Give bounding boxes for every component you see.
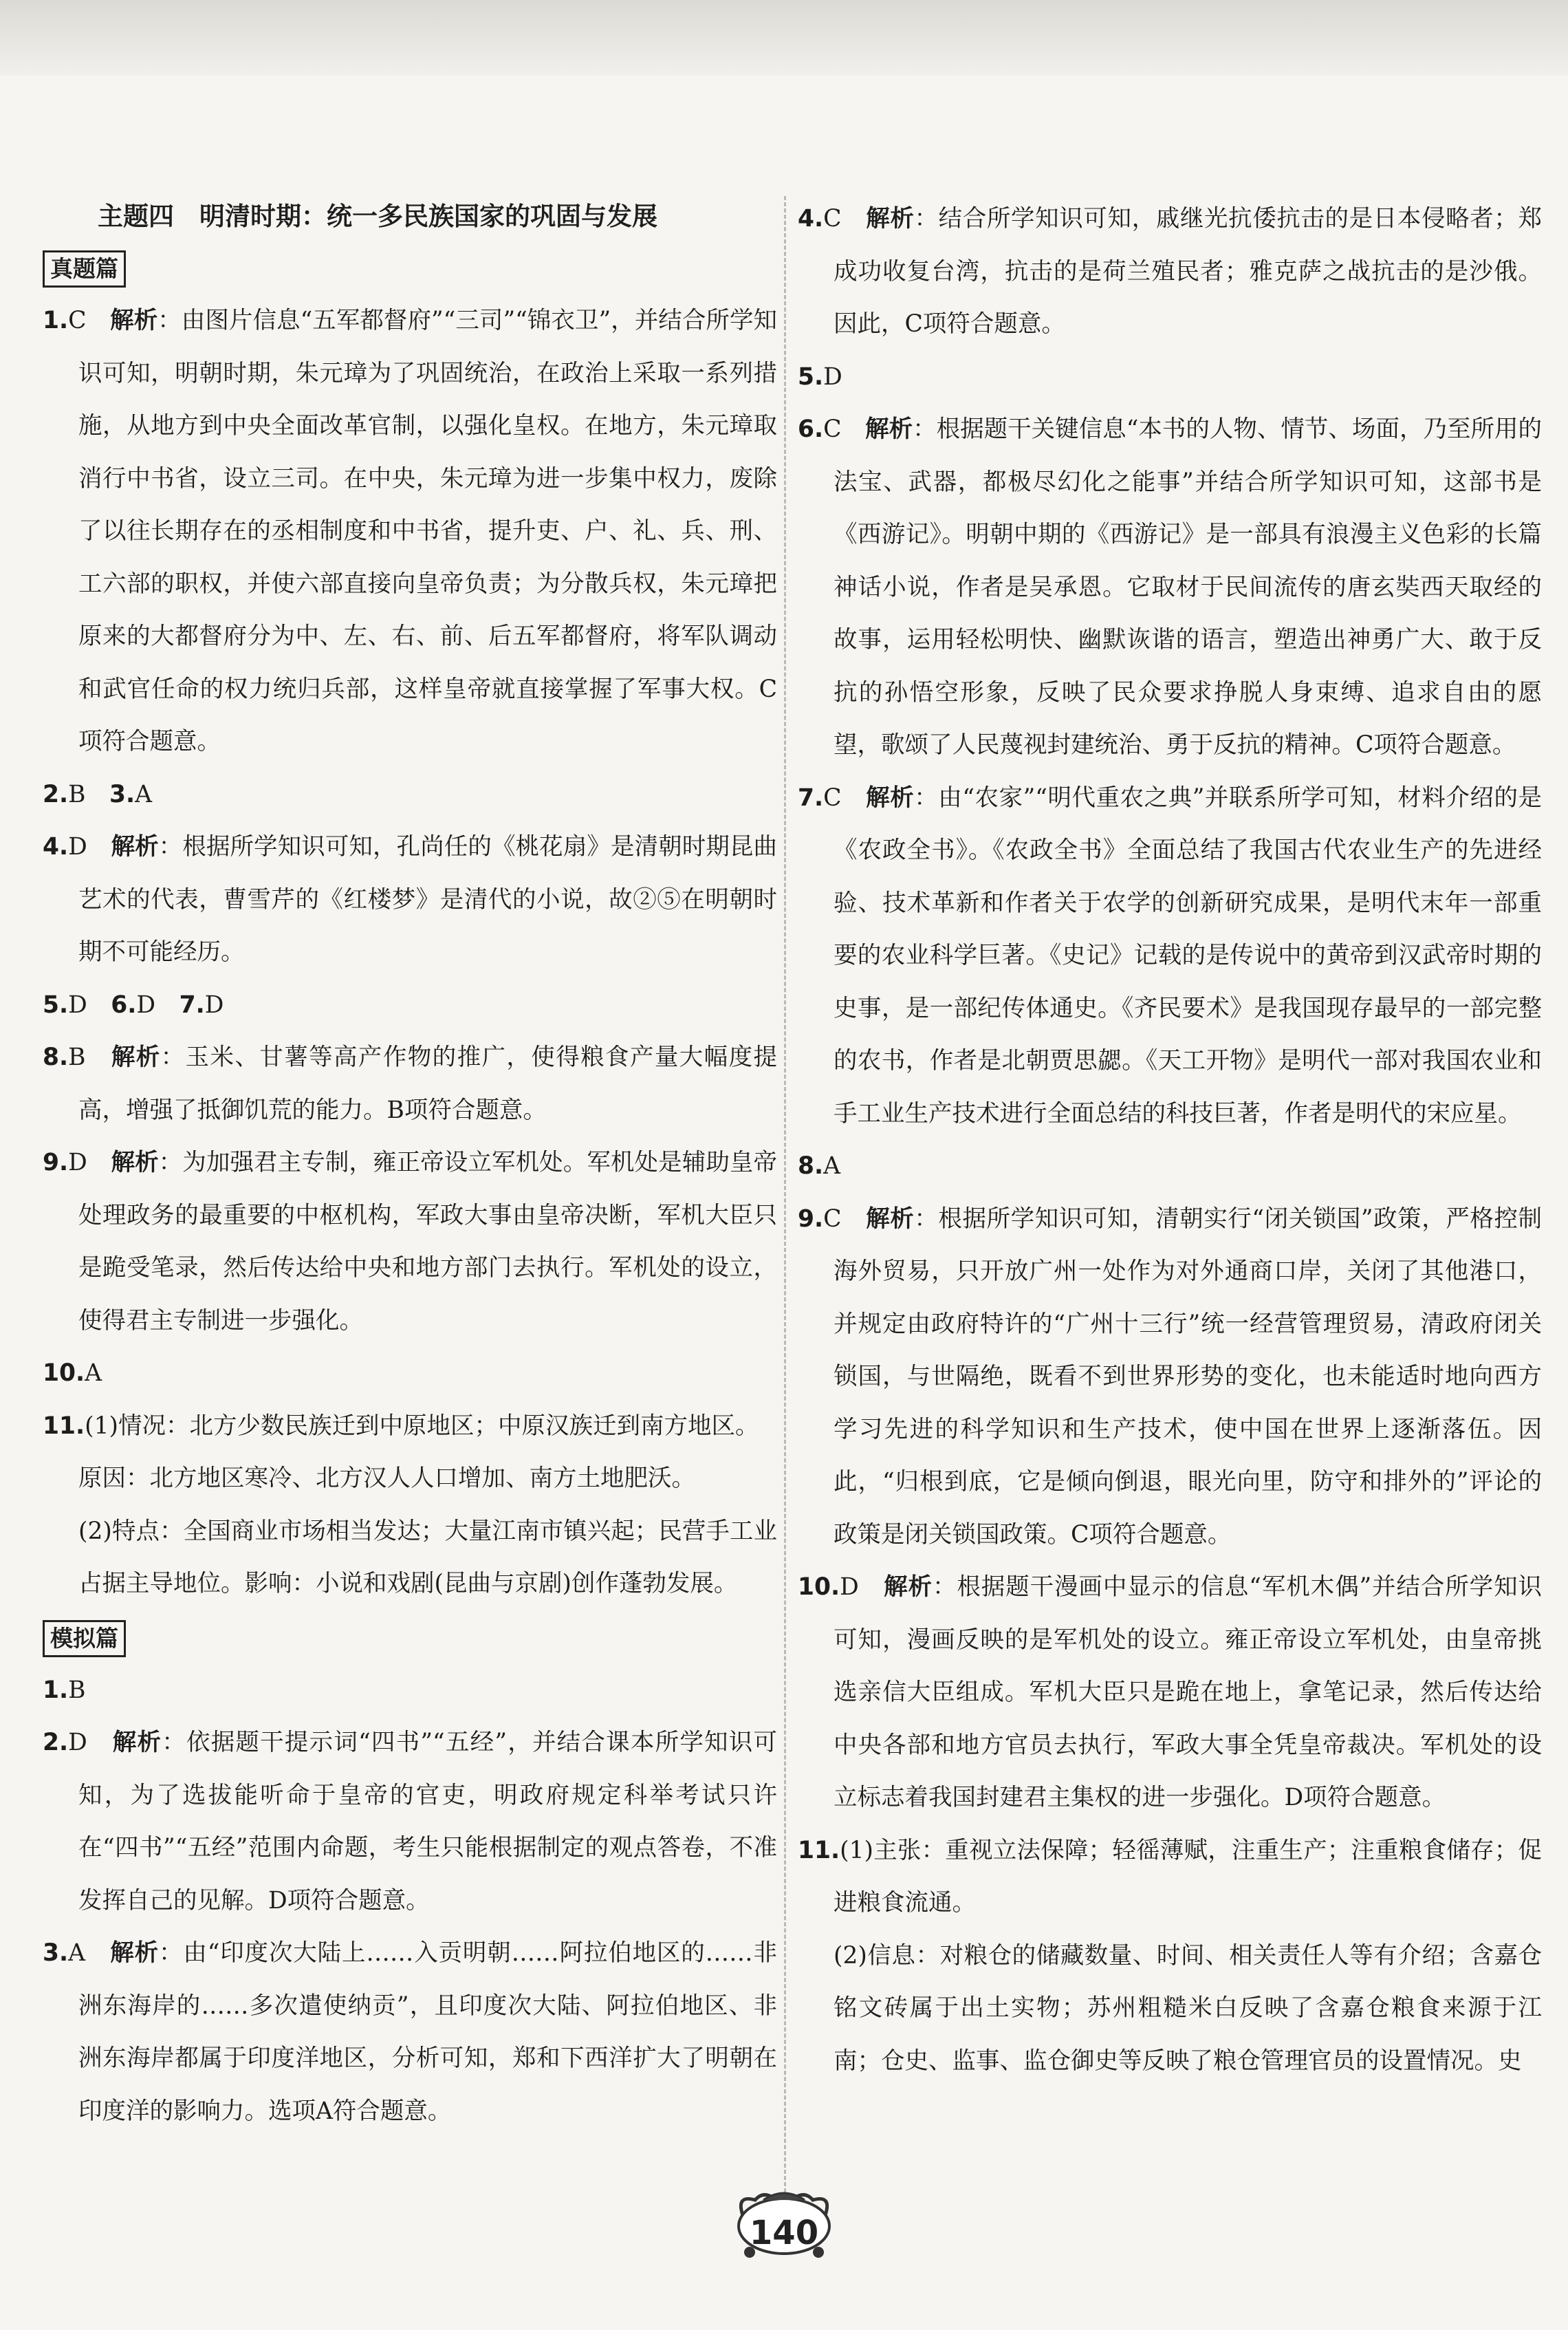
answer-item: 9.C 解析：根据所学知识可知，清朝实行“闭关锁国”政策，严格控制海外贸易，只开放广州一处作为对外通商口岸，关闭了其他港口，并规定由政府特许的“广州十三行”统一经营管理贸易，清政府闭关锁国，与世隔绝，既看不到世界形势的变化，也未能适时地向西方学习先进的科学知识和生产技术，使中国在世界上逐渐落伍。因此，“归根到底，它是倾向倒退，眼光向里，防守和排外的”评论的政策是闭关锁国政策。C项符合题意。 — [798, 1205, 1543, 1549]
right-column — [798, 193, 1542, 2087]
scan-shadow-band — [0, 0, 1568, 76]
left-column — [43, 193, 777, 2137]
answer-item: 3.A 解析：由“印度次大陆上……入贡明朝……阿拉伯地区的……非洲东海岸的……多次遣使纳贡”，且印度次大陆、阿拉伯地区、非洲东海岸都属于印度洋地区，分析可知，郑和下西洋扩大了明朝在印度洋的影响力。选项A符合题意。 — [43, 1939, 777, 2125]
answer-item: 8.B 解析：玉米、甘薯等高产作物的推广，使得粮食产量大幅度提高，增强了抵御饥荒的能力。B项符合题意。 — [43, 1044, 778, 1124]
answer-item: 9.D 解析：为加强君主专制，雍正帝设立军机处。军机处是辅助皇帝处理政务的最重要的中枢机构，军政大事由皇帝决断，军机大臣只是跪受笔录，然后传达给中央和地方部门去执行。军机处的设立，使得君主专制进一步强化。 — [43, 1149, 777, 1335]
answer-item: 5.D — [798, 363, 842, 391]
answer-item: 11.(1)主张：重视立法保障；轻徭薄赋，注重生产；注重粮食储存；促进粮食流通。 — [798, 1836, 1542, 1917]
answer-item: 1.B — [43, 1676, 86, 1704]
answer-item: 6.C 解析：根据题干关键信息“本书的人物、情节、场面，乃至所用的法宝、武器，都极尽幻化之能事”并结合所学知识可知，这部书是《西游记》。明朝中期的《西游记》是一部具有浪漫主义色彩的长篇神话小说，作者是吴承恩。它取材于民间流传的唐玄奘西天取经的故事，运用轻松明快、幽默诙谐的语言，塑造出神勇广大、敢于反抗的孙悟空形象，反映了民众要求挣脱人身束缚、追求自由的愿望，歌颂了人民蔑视封建统治、勇于反抗的精神。C项符合题意。 — [798, 416, 1543, 759]
answer-item: 7.C 解析：由“农家”“明代重农之典”并联系所学可知，材料介绍的是《农政全书》。《农政全书》全面总结了我国古代农业生产的先进经验、技术革新和作者关于农学的创新研究成果，是明代末年一部重要的农业科学巨著。《史记》记载的是传说中的黄帝到汉武帝时期的史事，是一部纪传体通史。《齐民要术》是我国现存最早的一部完整的农书，作者是北朝贾思勰。《天工开物》是明代一部对我国农业和手工业生产技术进行全面总结的科技巨著，作者是明代的宋应星。 — [798, 784, 1543, 1128]
answer-item: 5.D 6.D 7.D — [43, 991, 224, 1019]
answer-item: 8.A — [798, 1152, 841, 1180]
answer-item: 2.D 解析：依据题干提示词“四书”“五经”，并结合课本所学知识可知，为了选拔能听命于皇帝的官吏，明政府规定科举考试只许在“四书”“五经”范围内命题，考生只能根据制定的观点答卷，不准发挥自己的见解。D项符合题意。 — [43, 1729, 778, 1914]
section-zhenti: 真题篇 — [43, 250, 126, 288]
answer-subitem: (2)信息：对粮仓的储藏数量、时间、相关责任人等有介绍；含嘉仓铭文砖属于出土实物；苏州粗糙米白反映了含嘉仓粮食来源于江南；仓史、监事、监仓御史等反映了粮仓管理官员的设置情况。史 — [834, 1941, 1542, 2075]
page-number-badge — [722, 2181, 846, 2263]
page-number: 140 — [749, 2214, 819, 2252]
answer-item: 4.C 解析：结合所学知识可知，戚继光抗倭抗击的是日本侵略者；郑成功收复台湾，抗击的是荷兰殖民者；雅克萨之战抗击的是沙俄。因此，C项符合题意。 — [798, 205, 1543, 338]
answer-item: 10.D 解析：根据题干漫画中显示的信息“军机木偶”并结合所学知识可知，漫画反映的是军机处的设立。雍正帝设立军机处，由皇帝挑选亲信大臣组成。军机大臣只是跪在地上，拿笔记录，然后传达给中央各部和地方官员去执行，军政大事全凭皇帝裁决。军机处的设立标志着我国封建君主集权的进一步强化。D项符合题意。 — [798, 1573, 1543, 1811]
answer-subitem: (2)特点：全国商业市场相当发达；大量江南市镇兴起；民营手工业占据主导地位。影响：小说和戏剧(昆曲与京剧)创作蓬勃发展。 — [78, 1517, 777, 1597]
answer-item: 4.D 解析：根据所学知识可知，孔尚任的《桃花扇》是清朝时期昆曲艺术的代表，曹雪芹的《红楼梦》是清代的小说，故②⑤在明朝时期不可能经历。 — [43, 833, 777, 966]
answer-item: 11.(1)情况：北方少数民族迁到中原地区；中原汉族迁到南方地区。 — [43, 1412, 759, 1440]
column-divider — [784, 196, 786, 2205]
answer-item: 2.B 3.A — [43, 780, 153, 808]
answer-item: 1.C 解析：由图片信息“五军都督府”“三司”“锦衣卫”，并结合所学知识可知，明朝时期，朱元璋为了巩固统治，在政治上采取一系列措施，从地方到中央全面改革官制，以强化皇权。在地方，朱元璋取消行中书省，设立三司。在中央，朱元璋为进一步集中权力，废除了以往长期存在的丞相制度和中书省，提升吏、户、礼、兵、刑、工六部的职权，并使六部直接向皇帝负责；为分散兵权，朱元璋把原来的大都督府分为中、左、右、前、后五军都督府，将军队调动和武官任命的权力统归兵部，这样皇帝就直接掌握了军事大权。C项符合题意。 — [43, 307, 777, 755]
page-title: 主题四 明清时期：统一多民族国家的巩固与发展 — [98, 202, 657, 231]
answer-item: 10.A — [43, 1359, 102, 1387]
section-moni: 模拟篇 — [43, 1620, 126, 1657]
answer-subitem: 原因：北方地区寒冷、北方汉人人口增加、南方土地肥沃。 — [78, 1465, 695, 1492]
